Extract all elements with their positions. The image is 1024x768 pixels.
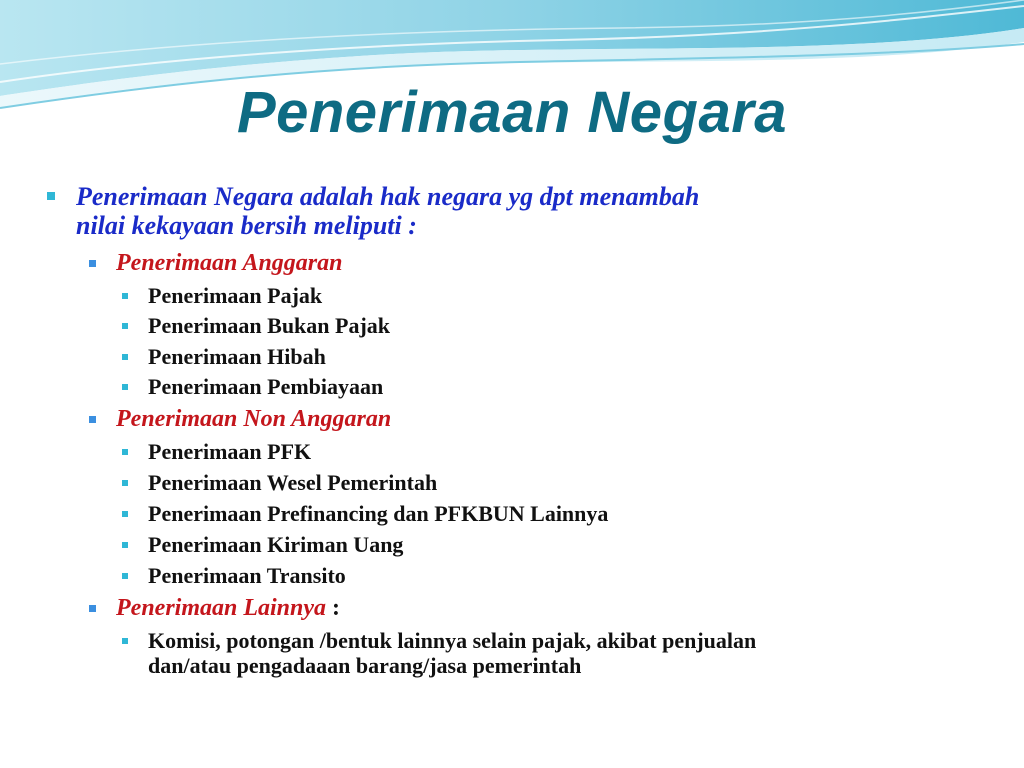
group-label-lainnya-text: Penerimaan Lainnya (116, 595, 327, 621)
bullet-square-icon (122, 638, 128, 644)
bullet-square-icon (122, 573, 128, 579)
group-label-non-anggaran: Penerimaan Non Anggaran (116, 406, 392, 432)
bullet-square-icon (122, 384, 128, 390)
list-item-continuation: dan/atau pengadaaan barang/jasa pemerintah (148, 653, 582, 678)
group-label-lainnya-colon: : (326, 595, 341, 621)
list-item: Penerimaan Kiriman Uang (148, 532, 404, 557)
list-item: Penerimaan Transito (148, 563, 346, 588)
bullet-square-icon (122, 293, 128, 299)
intro-line-1: Penerimaan Negara adalah hak negara yg dpt menambah (76, 182, 700, 211)
list-item: Penerimaan Hibah (148, 344, 326, 369)
bullet-square-icon (122, 511, 128, 517)
bullet-square-icon (47, 192, 55, 200)
bullet-square-icon (122, 449, 128, 455)
bullet-square-icon (89, 605, 96, 612)
list-item: Komisi, potongan /bentuk lainnya selain pajak, akibat penjualan (148, 628, 757, 653)
bullet-square-icon (122, 542, 128, 548)
list-item: Penerimaan Wesel Pemerintah (148, 470, 438, 495)
bullet-square-icon (122, 323, 128, 329)
bullet-square-icon (122, 354, 128, 360)
intro-line-2: nilai kekayaan bersih meliputi : (76, 211, 417, 240)
group-label-anggaran: Penerimaan Anggaran (116, 250, 343, 276)
list-item: Penerimaan Pajak (148, 283, 323, 308)
list-item: Penerimaan Bukan Pajak (148, 313, 391, 338)
bullet-square-icon (89, 260, 96, 267)
list-item: Penerimaan Prefinancing dan PFKBUN Lainnya (148, 501, 609, 526)
group-label-lainnya (116, 594, 340, 622)
bullet-square-icon (89, 416, 96, 423)
bullet-square-icon (122, 480, 128, 486)
list-item: Penerimaan PFK (148, 439, 312, 464)
slide-title: Penerimaan Negara (236, 80, 788, 145)
list-item: Penerimaan Pembiayaan (148, 374, 384, 399)
